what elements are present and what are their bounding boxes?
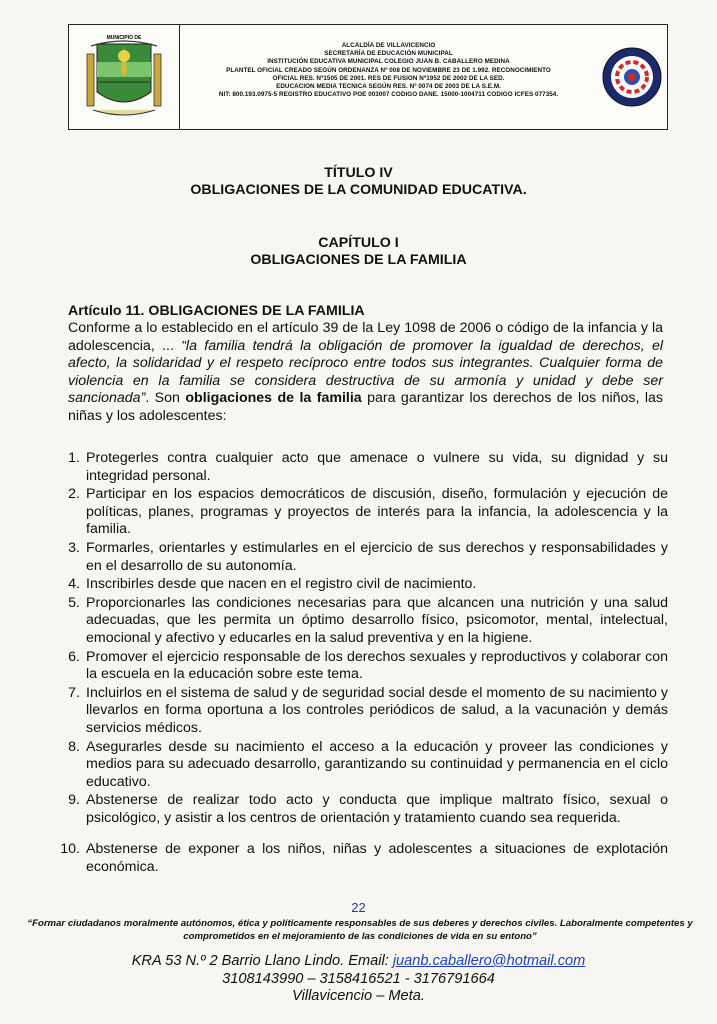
svg-text:MUNICIPIO DE: MUNICIPIO DE <box>106 35 142 41</box>
footer <box>0 953 717 1006</box>
item-number: 8. <box>68 738 80 755</box>
chapter-label: CAPÍTULO I <box>318 235 399 251</box>
intro-bold: obligaciones de la familia <box>185 390 362 407</box>
item-number: 1. <box>68 450 80 466</box>
list-item <box>50 486 668 539</box>
title-label: TÍTULO IV <box>324 165 393 181</box>
footer-address-line <box>0 953 717 971</box>
school-seal <box>597 25 667 129</box>
list-item <box>50 649 668 684</box>
item-number: 5. <box>68 594 80 611</box>
list-item <box>50 576 668 594</box>
item-text: Inscribirles desde que nacen en el registro civil de nacimiento. <box>86 576 477 593</box>
list-item <box>50 540 668 575</box>
header-line: SECRETARÍA DE EDUCACIÓN MUNICIPAL <box>324 50 453 58</box>
header-line: OFICIAL RES. Nº1505 DE 2001. RES DE FUSION Nº1952 DE 2002 DE LA SED. <box>272 74 505 82</box>
item-text: Abstenerse de exponer a los niños, niñas y adolescentes a situaciones de explotación económica. <box>86 841 668 876</box>
intro-text: . Son <box>145 390 186 407</box>
item-text: Protegerles contra cualquier acto que amenace o vulnere su vida, su dignidad y su integridad personal. <box>86 450 668 484</box>
page-number: 22 <box>351 900 366 915</box>
institution-motto: “Formar ciudadanos moralmente autónomos, ética y políticamente responsables de sus deberes y derechos civiles. Laboralmente competentes y comprometidos en el mejoramiento de las condiciones de vida en su entono” <box>27 918 693 942</box>
item-number: 6. <box>68 648 80 665</box>
intro-text: Conforme a lo establecido en el artículo 39 de la Ley 1098 de 2006 o código de la infancia y la adolescencia, ... <box>68 320 663 354</box>
obligations-list <box>50 450 668 878</box>
list-item <box>50 450 668 485</box>
item-number: 3. <box>68 539 80 556</box>
header-line: INSTITUCIÓN EDUCATIVA MUNICIPAL COLEGIO JUAN B. CABALLERO MEDINA <box>267 58 510 66</box>
letterhead <box>68 24 668 130</box>
municipality-crest <box>69 25 180 129</box>
footer-city: Villavicencio – Meta. <box>292 988 425 1005</box>
item-text: Participar en los espacios democráticos de discusión, diseño, formulación y ejecución de políticas, planes, programas y proyectos de interés para la infancia, la adolescencia y la familia. <box>86 486 668 538</box>
header-line: PLANTEL OFICIAL CREADO SEGÚN ORDENANZA Nº 008 DE NOVIEMBRE 23 DE 1.992. RECONOCIMIENTO <box>226 66 551 74</box>
article-heading: Artículo 11. OBLIGACIONES DE LA FAMILIA <box>68 303 365 319</box>
email-link[interactable]: juanb.caballero@hotmail.com <box>392 953 586 969</box>
header-line: ALCALDÍA DE VILLAVICENCIO <box>341 42 436 49</box>
item-text: Incluirlos en el sistema de salud y de seguridad social desde el momento de su nacimiento y llevarlos en forma oportuna a los controles periódicos de salud, a la vacunación y demás servicios médicos. <box>86 684 668 736</box>
seal-icon <box>601 46 663 108</box>
crest-icon <box>83 32 165 122</box>
item-number: 9. <box>68 792 80 809</box>
list-item <box>50 739 668 792</box>
list-item <box>50 595 668 648</box>
article-intro <box>68 320 663 426</box>
law-quote: “la familia tendrá la obligación de promover la igualdad de derechos, el afecto, la solidaridad y el respeto recíproco entre todos sus integrantes. Cualquier forma de violencia en la familia se considera destructiva de su armonía y unidad y debe ser sancionada” <box>68 337 664 407</box>
institution-info <box>180 25 597 129</box>
item-text: Formarles, orientarles y estimularles en el ejercicio de sus derechos y responsabilidades y en el desarrollo de su autonomía. <box>86 539 668 574</box>
list-item <box>50 685 668 738</box>
header-line: NIT: 800.193.0975-5 REGISTRO EDUCATIVO POE 003007 CODIGO DANE. 15000-1004711 CODIGO ICFES 077354. <box>218 91 559 99</box>
list-item <box>50 792 668 827</box>
title-name: OBLIGACIONES DE LA COMUNIDAD EDUCATIVA. <box>190 182 527 198</box>
item-number: 10. <box>60 841 80 858</box>
chapter-name: OBLIGACIONES DE LA FAMILIA <box>250 252 467 268</box>
item-number: 7. <box>68 684 80 701</box>
item-text: Proporcionarles las condiciones necesarias para que alcancen una nutrición y una salud adecuadas, que les permita un óptimo desarrollo físico, psicomotor, mental, intelectual, emocional y afectivo y educarles en la salud preventiva y en la higiene. <box>86 594 668 646</box>
footer-phones: 3108143990 – 3158416521 - 3176791664 <box>222 970 495 987</box>
item-number: 2. <box>68 486 80 503</box>
intro-text: para garantizar los derechos de los niños, las niñas y los adolescentes: <box>68 390 663 424</box>
list-item <box>50 841 668 876</box>
item-number: 4. <box>68 576 80 593</box>
header-line: EDUCACION MEDIA TECNICA SEGÚN RES. Nº 0074 DE 2003 DE LA S.E.M. <box>276 83 501 91</box>
footer-address: KRA 53 N.º 2 Barrio Llano Lindo. Email: <box>131 953 393 969</box>
item-text: Asegurarles desde su nacimiento el acceso a la educación y proveer las condiciones y medios para su adecuado desarrollo, garantizando su continuidad y permanencia en el ciclo educativo. <box>86 738 668 790</box>
item-text: Abstenerse de realizar todo acto y conducta que implique maltrato físico, sexual o psicológico, y asistir a los centros de orientación y tratamiento cuando sea requerida. <box>86 792 668 826</box>
item-text: Promover el ejercicio responsable de los derechos sexuales y reproductivos y colaborar con la escuela en la educación sobre este tema. <box>86 648 668 683</box>
